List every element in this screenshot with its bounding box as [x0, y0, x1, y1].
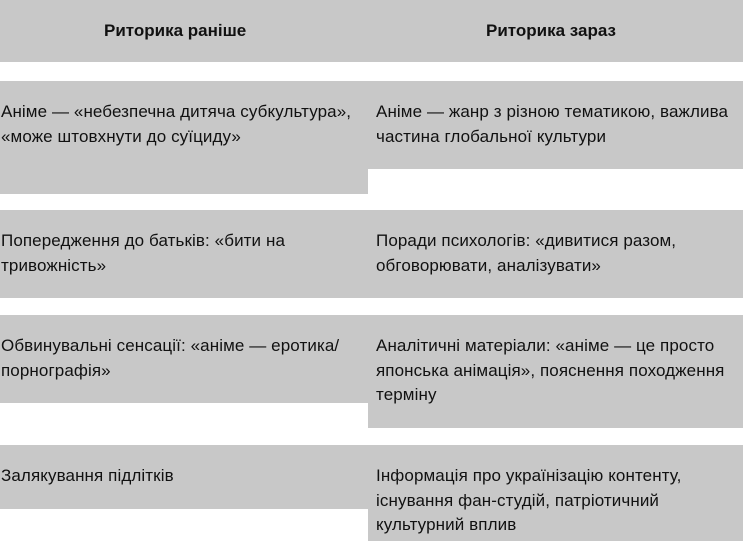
table-header-bar: [0, 0, 743, 62]
row-2-now-cell: [368, 210, 743, 298]
row-1-now-cell: [368, 81, 743, 169]
row-1-now-text: Аніме — жанр з різною тематикою, важлива частина глобальної культури: [376, 102, 729, 146]
row-2-now-text: Поради психологів: «дивитися разом, обговорювати, аналізувати»: [376, 231, 677, 275]
row-4-before-cell: [0, 445, 368, 509]
row-3-before-cell: [0, 315, 368, 403]
header-before: Риторика раніше: [104, 21, 247, 40]
row-1-before-text: Аніме — «небезпечна дитяча субкультура», «може штовхнути до суїциду»: [1, 102, 352, 146]
row-3-before-text: Обвинувальні сенсації: «аніме — еротика/порнографія»: [1, 336, 340, 380]
row-2-before-cell: [0, 210, 368, 298]
row-3-now-text: Аналітичні матеріали: «аніме — це просто японська анімація», пояснення походження терміну: [376, 336, 725, 404]
row-4-before-text: Залякування підлітків: [1, 466, 174, 485]
row-2-before-text: Попередження до батьків: «бити на тривожність»: [1, 231, 286, 275]
row-3-now-cell: [368, 315, 743, 428]
header-now: Риторика зараз: [486, 21, 616, 40]
row-4-now-cell: [368, 445, 743, 541]
row-4-now-text: Інформація про українізацію контенту, існування фан-студій, патріотичний культурний вплив: [376, 466, 682, 534]
row-1-before-cell: [0, 81, 368, 194]
